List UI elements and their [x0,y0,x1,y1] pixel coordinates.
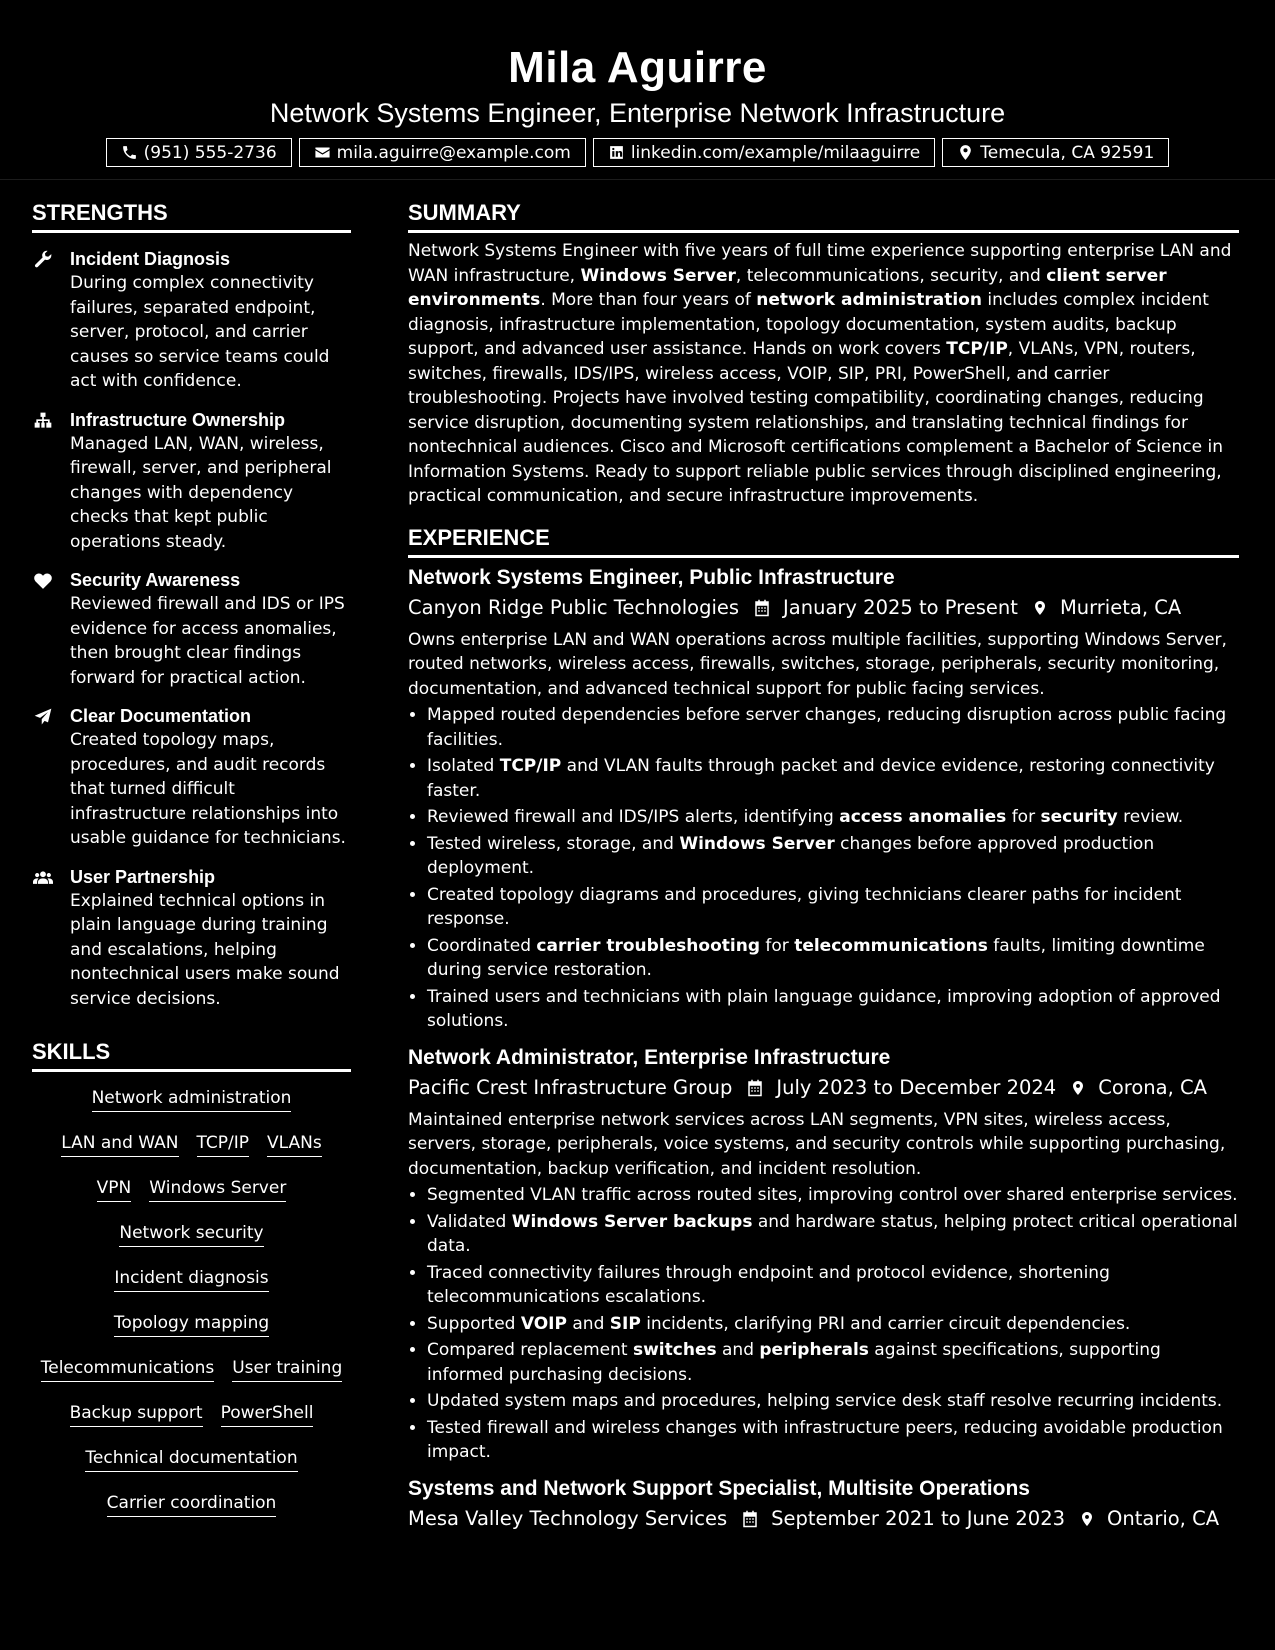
strength-title: Clear Documentation [70,706,252,726]
job-meta [408,1505,1239,1533]
bold-keyword: peripherals [759,1340,869,1360]
strength-text: Created topology maps, procedures, and audit records that turned difficult infrastructure relationships into usable guidance for technicians. [70,730,346,848]
text-run: changes before approved production deployment. [427,833,1155,878]
job-bullet [427,1389,1239,1414]
text-run: and [716,1340,760,1360]
job-title: Network Administrator, Enterprise Infrastructure [408,1045,891,1069]
skill-row [32,1086,351,1131]
job-bullets [408,703,1239,1034]
job-bullet [427,703,1239,752]
job-bullet [427,985,1239,1034]
skill-row [32,1401,351,1446]
contact-phone[interactable] [106,138,292,167]
job-meta [408,594,1239,622]
users-icon [32,868,54,888]
strength-item [32,865,351,1012]
skill-tag: Incident diagnosis [114,1266,268,1292]
map-pin-icon [1032,598,1048,618]
job-bullet [427,883,1239,932]
skills-list [32,1086,351,1536]
text-run: faults, limiting downtime during service restoration. [427,935,1205,980]
text-run: incidents, clarifying PRI and carrier circuit dependencies. [640,1313,1131,1334]
experience-heading: EXPERIENCE [408,523,1239,558]
job-meta [408,1074,1239,1102]
text-run: for [760,935,795,956]
text-run: Trained users and technicians with plain language guidance, improving adoption of approved solutions. [427,986,1221,1031]
job-location: Ontario, CA [1107,1506,1220,1530]
bold-keyword: VOIP [520,1313,567,1334]
text-run: against specifications, supporting informed purchasing decisions. [427,1340,1161,1385]
text-run: and [566,1313,610,1334]
experience-list [408,564,1239,1533]
bold-keyword: Windows Server [679,833,835,854]
text-run: and hardware status, helping protect critical operational data. [427,1211,1238,1256]
job-dates: July 2023 to December 2024 [776,1075,1057,1099]
skills-heading: SKILLS [32,1037,351,1072]
text-run: Created topology diagrams and procedures, giving technicians clearer paths for incident response. [427,884,1182,929]
job-bullet [427,805,1239,830]
strength-item [32,247,351,394]
strength-item [32,704,351,851]
bold-keyword: client server environments [408,265,1167,310]
contact-linkedin[interactable] [593,138,935,167]
map-pin-icon [1079,1509,1095,1529]
skill-row [32,1311,351,1356]
skill-row [32,1491,351,1536]
left-column [32,198,351,1536]
text-run: and VLAN faults through packet and device evidence, restoring connectivity faster. [427,756,1215,801]
skill-tag: Network security [119,1221,263,1247]
job-bullet [427,1416,1239,1465]
bold-keyword: security [1040,807,1118,827]
strength-text: Managed LAN, WAN, wireless, firewall, server, and peripheral changes with dependency checks that kept public operations steady. [70,433,332,552]
map-pin-icon [957,144,974,161]
text-run: includes complex incident diagnosis, infrastructure implementation, topology documentation, system audits, backup support, and advanced user assistance. Hands on work covers [408,290,1209,359]
strength-title: Security Awareness [70,570,241,590]
bold-keyword: SIP [609,1313,641,1334]
contact-location-text: Temecula, CA 92591 [980,142,1155,163]
job-entry [408,1044,1239,1465]
envelope-icon [314,144,331,161]
sitemap-icon [32,411,54,431]
job-bullet [427,1338,1239,1387]
contact-location[interactable] [942,138,1169,167]
linkedin-icon [608,144,625,161]
job-entry [408,564,1239,1034]
bold-keyword: TCP/IP [946,339,1008,359]
bold-keyword: Windows Server backups [511,1211,753,1232]
strength-text: Explained technical options in plain language during training and escalations, helping nontechnical users make sound service decisions. [70,890,340,1009]
skill-tag: TCP/IP [197,1131,250,1157]
skill-row [32,1131,351,1176]
text-run: review. [1117,807,1184,827]
skill-tag: LAN and WAN [61,1131,178,1157]
strength-item [32,568,351,690]
skill-tag: VLANs [267,1131,322,1157]
text-run: for [1006,807,1041,827]
text-run: Network Systems Engineer with five years of full time experience supporting enterprise LAN and WAN infrastructure, [408,241,1232,286]
text-run: Reviewed firewall and IDS/IPS alerts, identifying [427,807,840,827]
skill-tag: VPN [97,1176,132,1202]
text-run: Mapped routed dependencies before server changes, reducing disruption across public facing facilities. [427,705,1227,750]
job-title: Network Systems Engineer, Public Infrastructure [408,565,895,589]
bold-keyword: network administration [756,290,982,310]
job-location: Murrieta, CA [1059,595,1182,619]
job-description: Owns enterprise LAN and WAN operations across multiple facilities, supporting Windows Server, routed networks, wireless access, firewalls, switches, storage, peripherals, security monitoring, documentation, and advanced technical support for public facing services. [408,629,1227,699]
text-run: Compared replacement [427,1340,633,1360]
job-bullets [408,1183,1239,1465]
bold-keyword: telecommunications [794,935,988,956]
text-run: Traced connectivity failures through endpoint and protocol evidence, shortening telecommunications escalations. [427,1262,1110,1307]
job-bullet [427,1210,1239,1259]
strength-title: Incident Diagnosis [70,249,231,269]
job-bullet [427,1183,1239,1208]
heart-icon [32,571,54,591]
skill-row [32,1446,351,1491]
text-run: . More than four years of [540,290,757,310]
text-run: Tested firewall and wireless changes with infrastructure peers, reducing avoidable production impact. [427,1417,1223,1462]
contact-phone-text: (951) 555-2736 [143,142,277,163]
job-bullet [427,934,1239,983]
bold-keyword: Windows Server [580,265,736,286]
skill-tag: Telecommunications [41,1356,214,1382]
contact-email-text: mila.aguirre@example.com [336,142,571,163]
company-name: Pacific Crest Infrastructure Group [408,1075,733,1099]
contact-bar [0,138,1275,167]
job-entry [408,1475,1239,1533]
right-column [408,198,1239,1543]
calendar-icon [746,1078,764,1098]
bold-keyword: TCP/IP [499,756,562,776]
strength-text: During complex connectivity failures, separated endpoint, server, protocol, and carrier causes so service teams could act with confidence. [70,273,330,391]
skill-tag: Windows Server [149,1176,286,1202]
phone-icon [121,144,138,161]
strength-title: User Partnership [70,866,216,887]
headline: Network Systems Engineer, Enterprise Network Infrastructure [269,98,1006,128]
company-name: Canyon Ridge Public Technologies [408,595,740,619]
skill-tag: Topology mapping [114,1311,269,1337]
job-bullet [427,754,1239,803]
text-run: Coordinated [427,935,537,956]
summary-text [408,239,1239,509]
paper-plane-icon [32,707,54,727]
calendar-icon [753,598,771,618]
company-name: Mesa Valley Technology Services [408,1506,728,1530]
skill-row [32,1356,351,1401]
skill-tag: Technical documentation [85,1446,297,1472]
candidate-name: Mila Aguirre [508,43,767,92]
job-location: Corona, CA [1098,1075,1207,1099]
job-dates: January 2025 to Present [783,595,1018,619]
skill-row [32,1266,351,1311]
strength-text: Reviewed firewall and IDS or IPS evidence for access anomalies, then brought clear findings forward for practical action. [70,594,345,688]
skill-tag: Backup support [70,1401,203,1427]
text-run: , VLANs, VPN, routers, switches, firewalls, IDS/IPS, wireless access, VOIP, SIP, PRI, PowerShell, and carrier troubleshooting. Projects have involved testing compatibility, coordinating changes, reducing service disruption, documenting system relationships, and translating technical findings for nontechnical audiences. Cisco and Microsoft certifications complement a Bachelor of Science in Information Systems. Ready to support reliable public services through disciplined engineering, practical communication, and secure infrastructure improvements. [408,339,1223,506]
job-bullet [427,832,1239,881]
bold-keyword: switches [632,1340,717,1360]
skill-tag: Network administration [92,1086,292,1112]
skill-row [32,1221,351,1266]
text-run: Updated system maps and procedures, helping service desk staff resolve recurring incidents. [427,1391,1223,1411]
wrench-icon [32,250,54,270]
skill-tag: PowerShell [221,1401,314,1427]
strength-title: Infrastructure Ownership [70,409,286,430]
text-run: Isolated [427,756,500,776]
skill-row [32,1176,351,1221]
contact-linkedin-text: linkedin.com/example/milaaguirre [630,142,921,163]
job-dates: September 2021 to June 2023 [771,1506,1066,1530]
skill-tag: User training [232,1356,342,1382]
text-run: Supported [427,1313,521,1334]
contact-email[interactable] [299,138,586,167]
job-bullet [427,1261,1239,1310]
job-bullet [427,1312,1239,1337]
job-title: Systems and Network Support Specialist, Multisite Operations [408,1476,1030,1500]
text-run: Validated [427,1211,512,1232]
bold-keyword: carrier troubleshooting [536,935,760,956]
strength-item [32,408,351,555]
bold-keyword: access anomalies [839,807,1007,827]
job-description: Maintained enterprise network services across LAN segments, VPN sites, wireless access, servers, storage, peripherals, voice systems, and security controls while supporting purchasing, documentation, backup verification, and incident resolution. [408,1109,1226,1179]
text-run: Tested wireless, storage, and [427,833,680,854]
text-run: Segmented VLAN traffic across routed sites, improving control over shared enterprise services. [427,1185,1238,1205]
map-pin-icon [1070,1078,1086,1098]
strengths-heading: STRENGTHS [32,198,351,233]
calendar-icon [741,1509,759,1529]
resume-header [0,0,1275,180]
skill-tag: Carrier coordination [107,1491,277,1517]
text-run: , telecommunications, security, and [735,265,1047,286]
summary-heading: SUMMARY [408,198,1239,233]
